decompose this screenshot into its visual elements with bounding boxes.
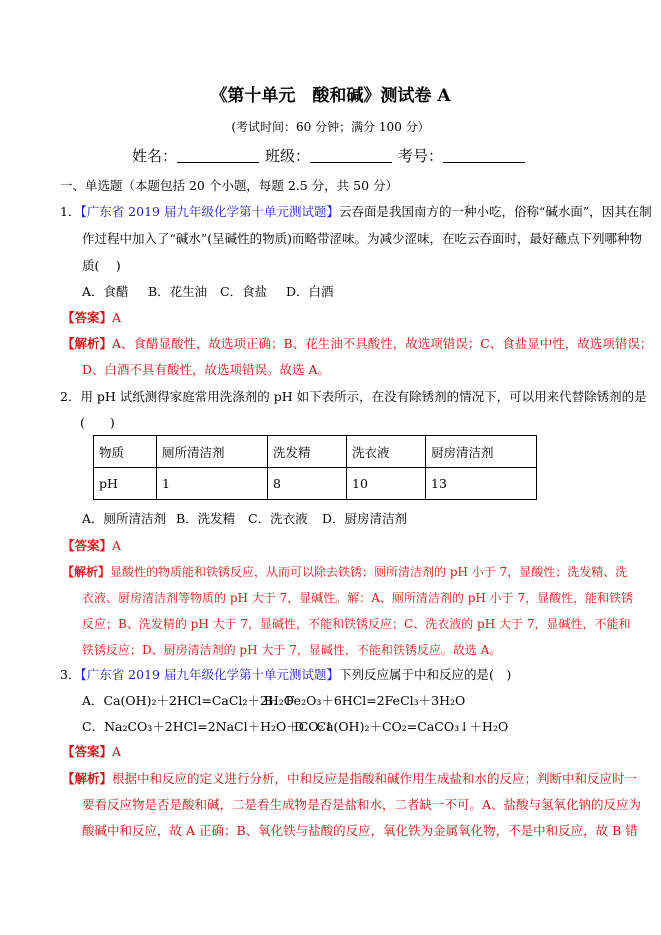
table-cell: 物质 — [94, 436, 157, 468]
options — [82, 719, 508, 735]
option: B．洗发精 — [176, 511, 236, 526]
analysis-text: 酸碱中和反应，故 A 正确；B、氧化铁与盐酸的反应，氧化铁为金属氧化物，不是中和反应，故 B 错 — [82, 823, 638, 838]
question-2 — [60, 389, 647, 405]
analysis-label: 【解析】 — [62, 771, 113, 786]
section-heading: 一、单选题（本题包括 20 个小题，每题 2.5 分，共 50 分） — [60, 178, 399, 193]
analysis-text: D、白酒不具有酸性，故选项错误。故选 A。 — [82, 362, 331, 377]
option: D．厨房清洁剂 — [322, 511, 408, 526]
question-text: 下列反应属于中和反应的是( ) — [338, 667, 512, 682]
question-source: 【广东省 2019 届九年级化学第十单元测试题】 — [80, 667, 339, 682]
table-cell: pH — [94, 468, 157, 500]
answer-label: 【答案】 — [62, 744, 113, 759]
options — [82, 284, 334, 300]
analysis-label: 【解析】 — [62, 565, 111, 579]
answer — [62, 310, 121, 326]
answer-value: A — [112, 538, 122, 553]
option: C．洗衣液 — [248, 511, 308, 526]
analysis-text: A、食醋显酸性，故选项正确；B、花生油不具酸性，故选项错误；C、食盐显中性，故选项错误； — [112, 336, 653, 351]
analysis-text: 衣液、厨房清洁剂等物质的 pH 大于 7，显碱性。解：A、厕所清洁剂的 pH 小于 7，显酸性，能和铁锈 — [82, 591, 634, 605]
question-number: 2． — [60, 389, 81, 404]
table-cell: 10 — [347, 468, 426, 500]
table-cell: 厨房清洁剂 — [426, 436, 537, 468]
ph-table — [93, 435, 537, 500]
table-cell: 1 — [157, 468, 268, 500]
answer — [62, 744, 121, 760]
option: A．食醋 — [82, 284, 129, 299]
question-number: 1． — [60, 204, 81, 219]
table-row — [94, 436, 537, 468]
analysis — [62, 564, 627, 580]
question-text: 云吞面是我国南方的一种小吃，俗称“碱水面”，因其在制 — [338, 204, 652, 219]
table-cell: 8 — [268, 468, 347, 500]
class-field[interactable] — [310, 148, 392, 163]
answer-label: 【答案】 — [62, 538, 113, 553]
analysis-label: 【解析】 — [62, 336, 113, 351]
options — [82, 511, 407, 527]
name-field[interactable] — [177, 148, 259, 163]
table-cell: 洗衣液 — [347, 436, 426, 468]
table-cell: 13 — [426, 468, 537, 500]
student-info-fields — [132, 148, 531, 164]
page-title: 《第十单元 酸和碱》测试卷 A — [210, 86, 451, 106]
analysis — [62, 771, 637, 787]
question-source: 【广东省 2019 届九年级化学第十单元测试题】 — [80, 204, 339, 219]
answer-value: A — [112, 310, 122, 325]
answer-label: 【答案】 — [62, 310, 113, 325]
question-text: 用 pH 试纸测得家庭常用洗涤剂的 pH 如下表所示，在没有除锈剂的情况下，可以用来代替除锈剂的是 — [80, 389, 647, 404]
table-cell: 厕所清洁剂 — [157, 436, 268, 468]
options — [82, 693, 465, 709]
name-label: 姓名： — [132, 147, 178, 165]
answer — [62, 538, 121, 554]
analysis-text: 根据中和反应的定义进行分析，中和反应是指酸和碱作用生成盐和水的反应；判断中和反应时一 — [112, 771, 638, 786]
option: C．食盐 — [220, 284, 268, 299]
option: C．Na₂CO₃＋2HCl=2NaCl＋H₂O＋CO₂↑ — [82, 719, 335, 734]
analysis — [62, 336, 652, 352]
table-cell: 洗发精 — [268, 436, 347, 468]
question-text: 质( ) — [82, 258, 121, 273]
analysis-text: 铁锈反应；D、厨房清洁剂的 pH 大于 7，显碱性，不能和铁锈反应。故选 A。 — [82, 643, 502, 657]
question-1 — [60, 204, 652, 220]
question-text: ( ) — [80, 415, 115, 430]
option: B．Fe₂O₃＋6HCl=2FeCl₃＋3H₂O — [264, 693, 466, 708]
question-text: 作过程中加入了“碱水”(呈碱性的物质)而略带涩味。为减少涩味，在吃云吞面时，最好蘸点下列哪种物 — [82, 231, 643, 246]
option: B．花生油 — [148, 284, 208, 299]
number-label: 考号： — [398, 147, 444, 165]
option: D．白酒 — [286, 284, 334, 299]
question-number: 3． — [60, 667, 81, 682]
option: A．Ca(OH)₂＋2HCl=CaCl₂＋2H₂O — [82, 693, 295, 708]
table-row — [94, 468, 537, 500]
number-field[interactable] — [443, 148, 525, 163]
analysis-text: 反应；B、洗发精的 pH 大于 7，显碱性，不能和铁锈反应；C、洗衣液的 pH 大于 7，显碱性，不能和 — [82, 617, 631, 631]
class-label: 班级： — [265, 147, 311, 165]
exam-info: (考试时间：60 分钟；满分 100 分） — [231, 120, 430, 134]
analysis-text: 显酸性的物质能和铁锈反应，从而可以除去铁锈；厕所清洁剂的 pH 小于 7，显酸性；洗发精、洗 — [110, 565, 628, 579]
question-3 — [60, 667, 511, 683]
option: A．厕所清洁剂 — [82, 511, 167, 526]
option: D．Ca(OH)₂＋CO₂=CaCO₃↓＋H₂O — [294, 719, 509, 734]
answer-value: A — [112, 744, 122, 759]
analysis-text: 要看反应物是否是酸和碱，二是看生成物是否是盐和水，二者缺一不可。A、盐酸与氢氧化钠的反应为 — [82, 797, 642, 812]
